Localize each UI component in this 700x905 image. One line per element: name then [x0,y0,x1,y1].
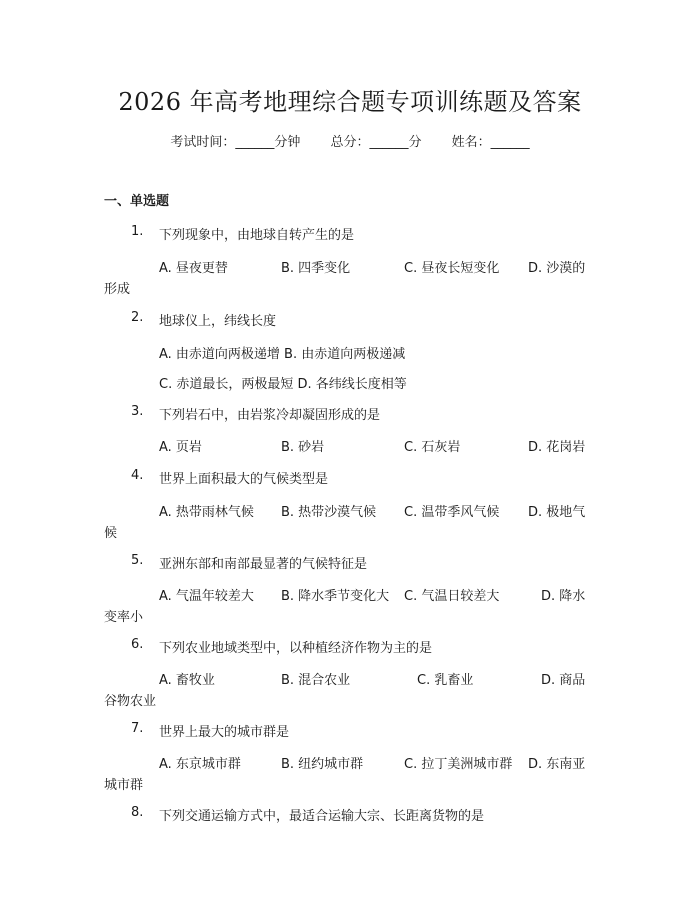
option-b: B. 四季变化 [281,261,351,276]
option-b: B. 纽约城市群 [281,757,364,772]
option-c: C. 乳畜业 [417,673,474,688]
option-c: C. 石灰岩 [404,440,461,455]
option-wrap-text: 形成 [104,282,131,297]
question-text: 地球仪上，纬线长度 [159,314,277,329]
exam-meta-line [0,131,700,150]
question-2-options-line2: C. 赤道最长，两极最短 D. 各纬线长度相等 [159,377,407,392]
document-title: 2026 年高考地理综合题专项训练题及答案 [118,88,582,116]
option-a: A. 页岩 [159,440,202,455]
student-name-field: 姓名：______ [451,135,530,150]
option-b: B. 热带沙漠气候 [281,505,377,520]
option-wrap-text: 城市群 [104,778,144,793]
question-number: 7. [131,721,144,736]
question-text: 下列交通运输方式中，最适合运输大宗、长距离货物的是 [159,809,485,824]
question-text: 世界上最大的城市群是 [159,725,290,740]
option-c: C. 昼夜长短变化 [404,261,500,276]
option-d: D. 沙漠的 [528,261,586,276]
option-a: A. 东京城市群 [159,757,241,772]
option-wrap-text: 谷物农业 [104,694,157,709]
question-text: 下列现象中，由地球自转产生的是 [159,228,355,243]
option-d: D. 极地气 [528,505,586,520]
option-c: C. 拉丁美洲城市群 [404,757,513,772]
question-text: 下列农业地域类型中，以种植经济作物为主的是 [159,641,433,656]
question-number: 4. [131,468,144,483]
option-a: A. 畜牧业 [159,673,215,688]
option-wrap-text: 候 [104,526,118,541]
question-number: 6. [131,637,144,652]
question-number: 2. [131,310,144,325]
question-number: 1. [131,224,144,239]
option-a: A. 热带雨林气候 [159,505,254,520]
option-a: A. 气温年较差大 [159,589,254,604]
question-number: 5. [131,553,144,568]
option-c: C. 气温日较差大 [404,589,500,604]
question-2-options-line1: A. 由赤道向两极递增 B. 由赤道向两极递减 [159,347,406,362]
question-text: 世界上面积最大的气候类型是 [159,472,329,487]
question-text: 亚洲东部和南部最显著的气候特征是 [159,557,368,572]
option-d: D. 花岗岩 [528,440,586,455]
question-text: 下列岩石中，由岩浆冷却凝固形成的是 [159,408,381,423]
section-title: 一、单选题 [104,194,170,209]
option-c: C. 温带季风气候 [404,505,500,520]
option-d: D. 商品 [541,673,586,688]
question-number: 8. [131,805,144,820]
option-d: D. 降水 [541,589,586,604]
option-b: B. 混合农业 [281,673,351,688]
option-wrap-text: 变率小 [104,610,144,625]
option-d: D. 东南亚 [528,757,586,772]
option-a: A. 昼夜更替 [159,261,228,276]
question-number: 3. [131,404,144,419]
option-b: B. 降水季节变化大 [281,589,390,604]
option-b: B. 砂岩 [281,440,325,455]
total-score-field: 总分：______分 [330,135,422,150]
exam-time-field: 考试时间：______分钟 [170,135,301,150]
